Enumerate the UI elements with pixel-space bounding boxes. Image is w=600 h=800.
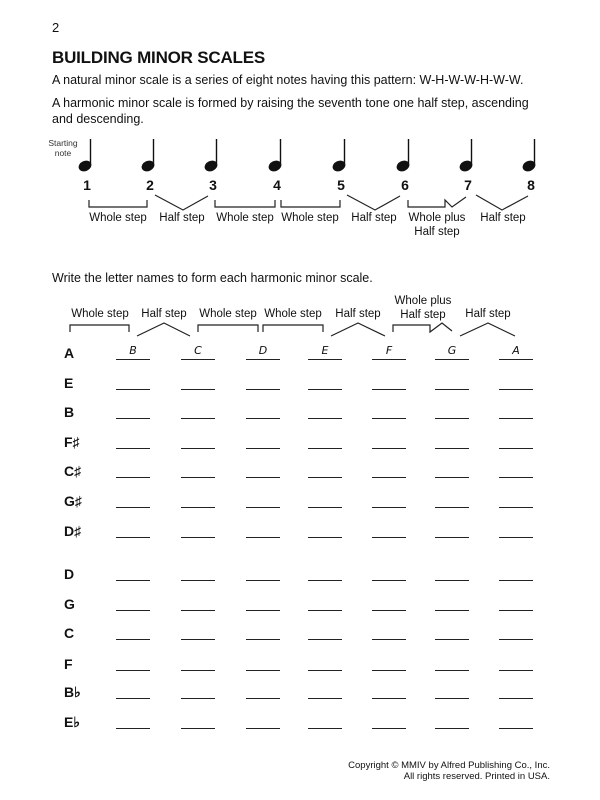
quarter-notes xyxy=(78,139,537,173)
scale-degree-number: 8 xyxy=(527,177,535,193)
answer-blank[interactable] xyxy=(116,491,150,508)
whole-step-bracket xyxy=(263,325,323,332)
answer-blank[interactable] xyxy=(181,373,215,390)
whole-plus-half-bracket xyxy=(408,197,466,207)
answer-blank[interactable] xyxy=(116,712,150,729)
answer-blank[interactable] xyxy=(246,402,280,419)
step-label: Half step xyxy=(351,212,397,224)
step-label: Whole step xyxy=(199,308,257,320)
step-label: Half step xyxy=(335,308,381,320)
answer-blank[interactable] xyxy=(435,564,469,581)
answer-blank[interactable] xyxy=(435,491,469,508)
answer-blank[interactable] xyxy=(181,594,215,611)
scale-degree-number: 5 xyxy=(337,177,345,193)
answer-blank[interactable] xyxy=(246,461,280,478)
answer-blank[interactable]: F xyxy=(372,343,406,360)
answer-blank[interactable] xyxy=(435,373,469,390)
answer-blank[interactable] xyxy=(435,521,469,538)
scale-start-note: G♯ xyxy=(64,493,82,509)
page-title: BUILDING MINOR SCALES xyxy=(52,48,266,67)
answer-blank[interactable] xyxy=(181,712,215,729)
answer-blank[interactable]: E xyxy=(308,343,342,360)
answer-blank[interactable] xyxy=(116,682,150,699)
whole-step-bracket xyxy=(198,325,258,332)
half-step-bracket xyxy=(137,323,190,336)
answer-blank[interactable] xyxy=(435,432,469,449)
answer-blank[interactable]: G xyxy=(435,343,469,360)
answer-blank[interactable] xyxy=(499,623,533,640)
scale-start-note: E xyxy=(64,375,74,391)
answer-blank[interactable] xyxy=(246,432,280,449)
step-label: Half step xyxy=(159,212,205,224)
rights-line: All rights reserved. Printed in USA. xyxy=(403,771,550,782)
answer-blank[interactable] xyxy=(308,521,342,538)
answer-blank[interactable] xyxy=(181,623,215,640)
whole-step-bracket xyxy=(70,325,129,332)
answer-blank[interactable] xyxy=(372,402,406,419)
answer-blank[interactable] xyxy=(308,594,342,611)
half-step-bracket xyxy=(347,195,400,210)
scale-degree-number: 4 xyxy=(273,177,281,193)
answer-blank[interactable] xyxy=(116,373,150,390)
answer-blank[interactable] xyxy=(499,491,533,508)
answer-blank[interactable] xyxy=(372,564,406,581)
step-label: Half step xyxy=(480,212,526,224)
answer-blank[interactable] xyxy=(116,521,150,538)
answer-blank[interactable] xyxy=(308,461,342,478)
answer-blank[interactable] xyxy=(308,623,342,640)
step-label: Whole step xyxy=(89,212,147,224)
answer-blank[interactable] xyxy=(372,461,406,478)
page-number: 2 xyxy=(52,20,60,35)
answer-blank[interactable] xyxy=(181,432,215,449)
scale-degree-number: 2 xyxy=(146,177,154,193)
answer-blank[interactable] xyxy=(116,623,150,640)
scale-start-note: C xyxy=(64,625,75,641)
harmonic-minor-description: A harmonic minor scale is formed by raising the seventh tone one half step, ascending and descending. xyxy=(52,96,529,126)
answer-blank[interactable] xyxy=(246,491,280,508)
answer-blank[interactable] xyxy=(116,654,150,671)
answer-blank[interactable] xyxy=(499,594,533,611)
answer-blank[interactable] xyxy=(246,521,280,538)
answer-blank[interactable] xyxy=(372,594,406,611)
step-label: Half step xyxy=(141,308,187,320)
step-label: Whole plus Half step xyxy=(408,212,466,238)
answer-blank[interactable] xyxy=(499,432,533,449)
copyright-line: Copyright © MMIV by Alfred Publishing Co., Inc. xyxy=(348,760,550,771)
answer-blank[interactable] xyxy=(308,432,342,449)
answer-blank[interactable] xyxy=(372,432,406,449)
natural-minor-description: A natural minor scale is a series of eight notes having this pattern: W-H-W-W-H-W-W. xyxy=(52,73,524,87)
starting-note-label: Starting note xyxy=(48,138,78,158)
answer-blank[interactable] xyxy=(116,594,150,611)
answer-blank[interactable] xyxy=(435,623,469,640)
scale-start-note: B xyxy=(64,404,75,420)
scale-degree-number: 1 xyxy=(83,177,91,193)
answer-blank[interactable] xyxy=(372,491,406,508)
answer-blank[interactable] xyxy=(308,682,342,699)
answer-blank[interactable] xyxy=(372,712,406,729)
step-label: Whole plus Half step xyxy=(394,295,452,321)
answer-blank[interactable] xyxy=(181,654,215,671)
answer-blank[interactable] xyxy=(372,654,406,671)
answer-blank[interactable] xyxy=(181,682,215,699)
scale-degree-number: 6 xyxy=(401,177,409,193)
answer-blank[interactable] xyxy=(181,402,215,419)
scale-start-note: G xyxy=(64,596,75,612)
half-step-bracket xyxy=(460,323,515,336)
answer-blank[interactable] xyxy=(499,373,533,390)
answer-blank[interactable] xyxy=(435,654,469,671)
answer-blank[interactable] xyxy=(181,521,215,538)
copyright xyxy=(348,760,550,782)
scale-degree-number: 3 xyxy=(209,177,217,193)
scale-start-note: F♯ xyxy=(64,434,80,450)
step-label: Whole step xyxy=(264,308,322,320)
answer-blank[interactable] xyxy=(499,521,533,538)
answer-blank[interactable] xyxy=(435,402,469,419)
half-step-bracket xyxy=(155,195,208,210)
step-label: Whole step xyxy=(71,308,129,320)
answer-blank[interactable] xyxy=(499,654,533,671)
answer-blank[interactable] xyxy=(116,432,150,449)
answer-blank[interactable] xyxy=(499,564,533,581)
whole-plus-half-bracket xyxy=(393,323,452,332)
half-step-bracket xyxy=(476,195,528,210)
step-label: Whole step xyxy=(216,212,274,224)
scale-start-note: B♭ xyxy=(64,684,81,700)
answer-blank[interactable] xyxy=(246,564,280,581)
instruction: Write the letter names to form each harmonic minor scale. xyxy=(52,271,373,285)
answer-blank[interactable]: D xyxy=(246,343,280,360)
answer-blank[interactable] xyxy=(246,712,280,729)
answer-blank[interactable] xyxy=(372,373,406,390)
answer-blank[interactable] xyxy=(435,712,469,729)
answer-blank[interactable]: A xyxy=(499,343,533,360)
answer-blank[interactable] xyxy=(116,402,150,419)
whole-step-bracket xyxy=(89,200,147,207)
answer-blank[interactable] xyxy=(246,373,280,390)
answer-blank[interactable] xyxy=(246,623,280,640)
answer-blank[interactable] xyxy=(308,491,342,508)
scale-start-note: E♭ xyxy=(64,714,80,730)
answer-blank[interactable] xyxy=(308,564,342,581)
answer-blank[interactable] xyxy=(435,594,469,611)
scale-start-note: F xyxy=(64,656,73,672)
scale-start-note: C♯ xyxy=(64,463,82,479)
answer-blank[interactable] xyxy=(435,461,469,478)
scale-start-note: A xyxy=(64,345,75,361)
answer-blank[interactable] xyxy=(372,623,406,640)
scale-degree-number: 7 xyxy=(464,177,472,193)
whole-step-bracket xyxy=(281,200,340,207)
answer-blank[interactable]: C xyxy=(181,343,215,360)
answer-blank[interactable] xyxy=(499,682,533,699)
answer-blank[interactable] xyxy=(308,712,342,729)
step-label: Half step xyxy=(465,308,511,320)
answer-blank[interactable] xyxy=(499,461,533,478)
answer-blank[interactable] xyxy=(372,682,406,699)
answer-blank[interactable] xyxy=(181,491,215,508)
half-step-bracket xyxy=(331,323,385,336)
answer-blank[interactable]: B xyxy=(116,343,150,360)
answer-blank[interactable] xyxy=(372,521,406,538)
step-label: Whole step xyxy=(281,212,339,224)
whole-step-bracket xyxy=(215,200,275,207)
answer-blank[interactable] xyxy=(499,712,533,729)
answer-blank[interactable] xyxy=(308,654,342,671)
answer-blank[interactable] xyxy=(499,402,533,419)
scale-start-note: D♯ xyxy=(64,523,82,539)
answer-blank[interactable] xyxy=(246,594,280,611)
answer-blank[interactable] xyxy=(116,461,150,478)
answer-blank[interactable] xyxy=(181,461,215,478)
answer-blank[interactable] xyxy=(308,373,342,390)
answer-blank[interactable] xyxy=(435,682,469,699)
answer-blank[interactable] xyxy=(116,564,150,581)
answer-blank[interactable] xyxy=(181,564,215,581)
answer-blank[interactable] xyxy=(308,402,342,419)
answer-blank[interactable] xyxy=(246,654,280,671)
scale-start-note: D xyxy=(64,566,75,582)
answer-blank[interactable] xyxy=(246,682,280,699)
